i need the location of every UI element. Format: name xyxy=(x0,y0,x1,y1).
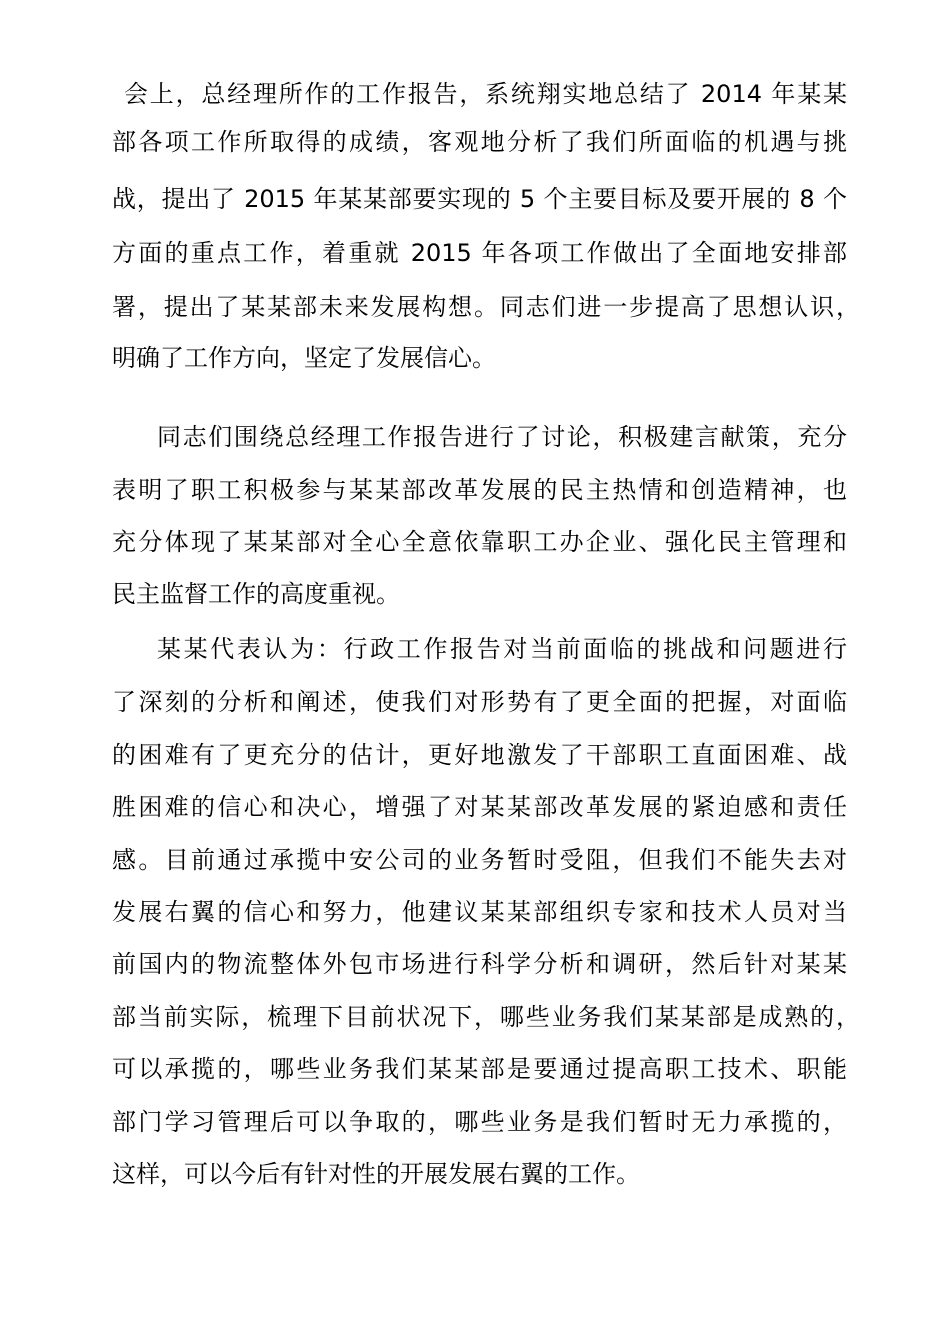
paragraph-3-line-3: 的困难有了更充分的估计，更好地激发了干部职工直面困难、战 xyxy=(112,741,847,769)
paragraph-2-line-1: 同志们围绕总经理工作报告进行了讨论，积极建言献策，充分 xyxy=(157,423,847,451)
paragraph-3-line-6: 发展右翼的信心和努力，他建议某某部组织专家和技术人员对当 xyxy=(112,898,847,926)
paragraph-1-line-2: 部各项工作所取得的成绩，客观地分析了我们所面临的机遇与挑 xyxy=(112,128,847,156)
paragraph-3-line-9: 可以承揽的，哪些业务我们某某部是要通过提高职工技术、职能 xyxy=(112,1055,847,1083)
paragraph-1-line-1: 会上，总经理所作的工作报告，系统翔实地总结了 2014 年某某 xyxy=(124,80,847,108)
paragraph-2-line-4: 民主监督工作的高度重视。 xyxy=(112,580,400,608)
paragraph-3-line-4: 胜困难的信心和决心，增强了对某某部改革发展的紧迫感和责任 xyxy=(112,793,847,821)
paragraph-2-line-3: 充分体现了某某部对全心全意依靠职工办企业、强化民主管理和 xyxy=(112,528,847,556)
paragraph-1-line-3: 战，提出了 2015 年某某部要实现的 5 个主要目标及要开展的 8 个 xyxy=(112,185,847,213)
paragraph-3-line-7: 前国内的物流整体外包市场进行科学分析和调研，然后针对某某 xyxy=(112,950,847,978)
paragraph-3-line-11: 这样，可以今后有针对性的开展发展右翼的工作。 xyxy=(112,1160,640,1188)
paragraph-3-line-5: 感。目前通过承揽中安公司的业务暂时受阻，但我们不能失去对 xyxy=(112,846,847,874)
paragraph-3-line-1: 某某代表认为：行政工作报告对当前面临的挑战和问题进行 xyxy=(157,635,847,663)
paragraph-1-line-4: 方面的重点工作，着重就 2015 年各项工作做出了全面地安排部 xyxy=(112,239,847,267)
paragraph-1-line-6: 明确了工作方向，坚定了发展信心。 xyxy=(112,344,496,372)
paragraph-1-line-5: 署，提出了某某部未来发展构想。同志们进一步提高了思想认识， xyxy=(112,293,860,321)
paragraph-2-line-2: 表明了职工积极参与某某部改革发展的民主热情和创造精神，也 xyxy=(112,476,847,504)
paragraph-3-line-8: 部当前实际，梳理下目前状况下，哪些业务我们某某部是成熟的， xyxy=(112,1003,860,1031)
paragraph-3-line-2: 了深刻的分析和阐述，使我们对形势有了更全面的把握，对面临 xyxy=(112,688,847,716)
paragraph-3-line-10: 部门学习管理后可以争取的，哪些业务是我们暂时无力承揽的， xyxy=(112,1108,847,1136)
